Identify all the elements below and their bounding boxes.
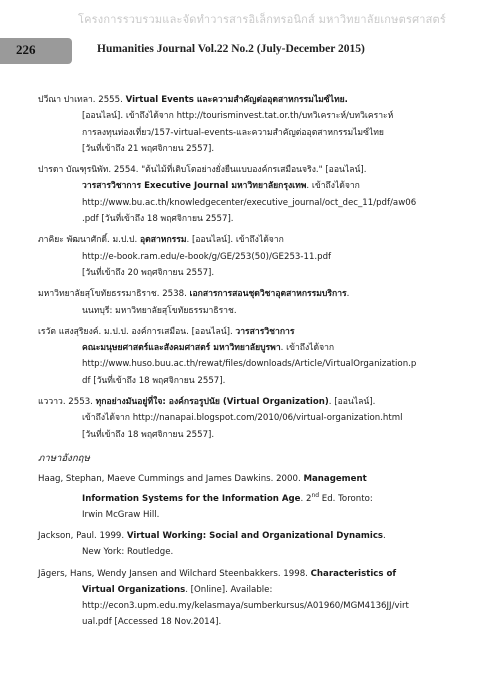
reference-entry [38, 286, 458, 319]
journal-title: Humanities Journal Vol.22 No.2 (July-December 2015) [97, 43, 365, 55]
ref-text: เรวัต แสงสุริยงค์. ม.ป.ป. องค์การเสมือน. [ออนไลน์]. [38, 326, 236, 337]
ref-url: http://econ3.upm.edu.my/kelasmaya/sumberkursus/A01960/MGM4136JJ/virt [82, 601, 409, 612]
reference-entry [38, 232, 458, 281]
ref-text: [ออนไลน์]. เข้าถึงได้จาก http://tourisminvest.tat.or.th/บทวิเคราะห์/บทวิเคราะห์ [82, 111, 394, 122]
ref-text: แววาว. 2553. [38, 397, 96, 408]
ref-text: ปารดา บัณฑุรนิพัท. 2554. "ต้นไม้ที่เติบโตอย่างยั่งยืนแบบองค์กรเสมือนจริง." [ออนไลน์]. [38, 165, 367, 176]
ref-url: http://www.huso.buu.ac.th/rewat/files/downloads/Article/VirtualOrganization.p [82, 359, 417, 370]
ref-superscript: nd [311, 491, 320, 499]
ref-title: อุตสาหกรรม [139, 235, 187, 246]
references-list [38, 92, 458, 636]
ref-text: [วันที่เข้าถึง 21 พฤศจิกายน 2557]. [82, 143, 215, 154]
ref-text: Ed. Toronto: [319, 493, 373, 504]
ref-text: [วันที่เข้าถึง 20 พฤศจิกายน 2557]. [82, 267, 215, 278]
ref-text: Jägers, Hans, Wendy Jansen and Wilchard Steenbakkers. 1998. [38, 568, 311, 579]
ref-text: . [ออนไลน์]. เข้าถึงได้จาก [186, 235, 284, 246]
reference-entry [38, 394, 458, 443]
ref-text: ual.pdf [Accessed 18 Nov.2014]. [82, 617, 222, 628]
ref-url: http://e-book.ram.edu/e-book/g/GE/253(50)/GE253-11.pdf [82, 251, 332, 262]
ref-text: [วันที่เข้าถึง 18 พฤศจิกายน 2557]. [82, 429, 215, 440]
ref-title: Information Systems for the Information Age [82, 493, 301, 504]
ref-line [38, 178, 458, 194]
ref-text: df [วันที่เข้าถึง 18 พฤศจิกายน 2557]. [82, 375, 226, 386]
reference-entry [38, 471, 458, 523]
ref-text: . เข้าถึงได้จาก [306, 181, 360, 192]
page-header [0, 38, 480, 64]
ref-text: Irwin McGraw Hill. [82, 509, 160, 520]
ref-line [38, 488, 458, 507]
ref-text: การลงทุนท่องเที่ยว/157-virtual-events-และความสำคัญต่ออุตสาหกรรมไมซ์ไทย [82, 127, 384, 138]
ref-text: เข้าถึงได้จาก http://nanapai.blogspot.com/2010/06/virtual-organization.html [82, 413, 403, 424]
ref-text: นนทบุรี: มหาวิทยาลัยสุโขทัยธรรมาธิราช. [82, 305, 237, 316]
ref-title: Virtual Organizations [82, 584, 186, 595]
ref-title: Virtual Events และความสำคัญต่ออุตสาหกรรมไมซ์ไทย. [125, 95, 348, 105]
ref-text: .pdf [วันที่เข้าถึง 18 พฤศจิกายน 2557]. [82, 214, 234, 225]
reference-entry [38, 162, 458, 227]
ref-line [38, 340, 458, 356]
ref-title: ทุกอย่างมันอยู่ที่ใจ: องค์กรอรูปนัย (Virtual Organization) [95, 397, 329, 408]
ref-text: New York: Routledge. [82, 547, 174, 558]
page-number-tab [0, 38, 72, 64]
ref-text: มหาวิทยาลัยสุโขทัยธรรมาธิราช. 2538. [38, 289, 190, 300]
ref-title: Management [303, 474, 367, 485]
ref-title: Virtual Working: Social and Organizational Dynamics [126, 530, 384, 541]
reference-entry [38, 528, 458, 561]
ref-text: ปวีณา ปาเทลา. 2555. [38, 95, 126, 105]
ref-line [38, 582, 458, 598]
reference-entry [38, 566, 458, 631]
ref-text: Jackson, Paul. 1999. [38, 530, 127, 541]
page-number: 226 [16, 42, 36, 57]
ref-text: Haag, Stephan, Maeve Cummings and James Dawkins. 2000. [38, 474, 304, 485]
ref-title: คณะมนุษยศาสตร์และสังคมศาสตร์ มหาวิทยาลัยบูรพา [82, 343, 281, 354]
ref-title: Characteristics of [310, 568, 397, 579]
ref-text: . [Online]. Available: [185, 584, 273, 595]
ref-text: . 2 [300, 493, 312, 504]
ref-title: เอกสารการสอนชุดวิชาอุตสาหกรรมบริการ [189, 289, 347, 300]
section-title: ภาษาอังกฤษ [38, 452, 90, 464]
ref-title: วารสารวิชาการ [235, 326, 295, 337]
reference-entry [38, 324, 458, 389]
watermark-text: โครงการรวบรวมและจัดทำวารสารอิเล็กทรอนิกส์ มหาวิทยาลัยเกษตรศาสตร์ [78, 13, 446, 26]
ref-text: . [ออนไลน์]. [328, 397, 376, 408]
ref-text: . [346, 289, 350, 300]
ref-title: วารสารวิชาการ Executive Journal มหาวิทยาลัยกรุงเทพ [82, 181, 307, 192]
ref-text: . [383, 530, 386, 541]
ref-text: . เข้าถึงได้จาก [280, 343, 335, 354]
ref-text: ภาคิยะ พัฒนาศักดิ์. ม.ป.ป. [38, 235, 140, 246]
reference-entry [38, 92, 458, 157]
ref-url: http://www.bu.ac.th/knowledgecenter/executive_journal/oct_dec_11/pdf/aw06 [82, 197, 417, 208]
